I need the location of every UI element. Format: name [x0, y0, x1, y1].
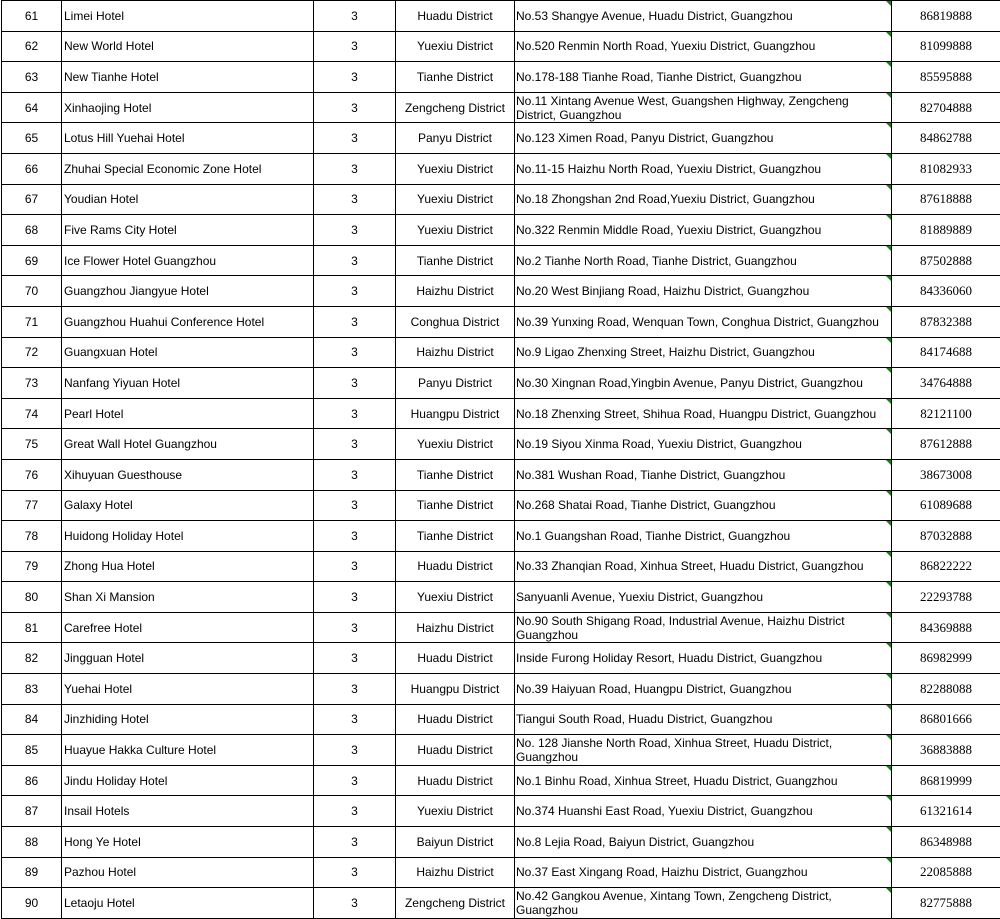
- district-cell: Huangpu District: [396, 398, 515, 429]
- table-row: [2, 153, 1000, 184]
- hotel-name-cell: Shan Xi Mansion: [62, 582, 314, 613]
- star-rating-cell: 3: [314, 582, 396, 613]
- star-rating-cell: 3: [314, 643, 396, 674]
- district-cell: Yuexiu District: [396, 153, 515, 184]
- row-number-cell: 62: [2, 31, 62, 62]
- star-rating-cell: 3: [314, 551, 396, 582]
- row-number-cell: 79: [2, 551, 62, 582]
- phone-number-cell: 82288088: [892, 674, 1000, 705]
- row-number-cell: 90: [2, 888, 62, 919]
- row-number-cell: 81: [2, 612, 62, 643]
- row-number-cell: 65: [2, 123, 62, 154]
- hotel-name-cell: Jindu Holiday Hotel: [62, 765, 314, 796]
- table-row: [2, 337, 1000, 368]
- row-number-cell: 86: [2, 765, 62, 796]
- address-cell: No.268 Shatai Road, Tianhe District, Guangzhou: [515, 490, 892, 521]
- hotel-table: [1, 0, 1000, 919]
- hotel-name-cell: Guangzhou Jiangyue Hotel: [62, 276, 314, 307]
- star-rating-cell: 3: [314, 612, 396, 643]
- table-row: [2, 459, 1000, 490]
- address-cell: No.381 Wushan Road, Tianhe District, Guangzhou: [515, 459, 892, 490]
- row-number-cell: 69: [2, 245, 62, 276]
- phone-number-cell: 84862788: [892, 123, 1000, 154]
- phone-number-cell: 87832388: [892, 306, 1000, 337]
- table-row: [2, 215, 1000, 246]
- district-cell: Haizhu District: [396, 276, 515, 307]
- district-cell: Huadu District: [396, 643, 515, 674]
- address-cell: No.37 East Xingang Road, Haizhu District, Guangzhou: [515, 857, 892, 888]
- star-rating-cell: 3: [314, 674, 396, 705]
- address-cell: No.11 Xintang Avenue West, Guangshen Highway, Zengcheng District, Guangzhou: [515, 92, 892, 123]
- hotel-name-cell: Nanfang Yiyuan Hotel: [62, 368, 314, 399]
- district-cell: Huadu District: [396, 735, 515, 766]
- hotel-name-cell: Pazhou Hotel: [62, 857, 314, 888]
- hotel-name-cell: Youdian Hotel: [62, 184, 314, 215]
- table-row: [2, 184, 1000, 215]
- table-row: [2, 674, 1000, 705]
- address-cell: No.1 Binhu Road, Xinhua Street, Huadu District, Guangzhou: [515, 765, 892, 796]
- hotel-name-cell: Guangxuan Hotel: [62, 337, 314, 368]
- row-number-cell: 82: [2, 643, 62, 674]
- row-number-cell: 68: [2, 215, 62, 246]
- star-rating-cell: 3: [314, 31, 396, 62]
- table-row: [2, 368, 1000, 399]
- star-rating-cell: 3: [314, 765, 396, 796]
- hotel-name-cell: Insail Hotels: [62, 796, 314, 827]
- address-cell: No.123 Ximen Road, Panyu District, Guangzhou: [515, 123, 892, 154]
- hotel-name-cell: Yuehai Hotel: [62, 674, 314, 705]
- address-cell: Sanyuanli Avenue, Yuexiu District, Guangzhou: [515, 582, 892, 613]
- hotel-name-cell: Pearl Hotel: [62, 398, 314, 429]
- district-cell: Yuexiu District: [396, 796, 515, 827]
- row-number-cell: 66: [2, 153, 62, 184]
- row-number-cell: 87: [2, 796, 62, 827]
- star-rating-cell: 3: [314, 398, 396, 429]
- row-number-cell: 63: [2, 62, 62, 93]
- district-cell: Tianhe District: [396, 490, 515, 521]
- address-cell: No.30 Xingnan Road,Yingbin Avenue, Panyu District, Guangzhou: [515, 368, 892, 399]
- row-number-cell: 84: [2, 704, 62, 735]
- hotel-table-body: [2, 1, 1000, 919]
- district-cell: Tianhe District: [396, 459, 515, 490]
- row-number-cell: 88: [2, 827, 62, 858]
- table-row: [2, 429, 1000, 460]
- star-rating-cell: 3: [314, 735, 396, 766]
- star-rating-cell: 3: [314, 827, 396, 858]
- district-cell: Conghua District: [396, 306, 515, 337]
- phone-number-cell: 87032888: [892, 521, 1000, 552]
- table-row: [2, 1, 1000, 32]
- phone-number-cell: 85595888: [892, 62, 1000, 93]
- hotel-name-cell: Carefree Hotel: [62, 612, 314, 643]
- district-cell: Tianhe District: [396, 521, 515, 552]
- address-cell: No. 128 Jianshe North Road, Xinhua Street, Huadu District, Guangzhou: [515, 735, 892, 766]
- table-row: [2, 888, 1000, 919]
- star-rating-cell: 3: [314, 276, 396, 307]
- hotel-name-cell: Huayue Hakka Culture Hotel: [62, 735, 314, 766]
- hotel-name-cell: Guangzhou Huahui Conference Hotel: [62, 306, 314, 337]
- district-cell: Yuexiu District: [396, 582, 515, 613]
- star-rating-cell: 3: [314, 704, 396, 735]
- star-rating-cell: 3: [314, 521, 396, 552]
- address-cell: No.11-15 Haizhu North Road, Yuexiu District, Guangzhou: [515, 153, 892, 184]
- phone-number-cell: 81889889: [892, 215, 1000, 246]
- hotel-name-cell: Zhong Hua Hotel: [62, 551, 314, 582]
- table-row: [2, 796, 1000, 827]
- address-cell: No.2 Tianhe North Road, Tianhe District, Guangzhou: [515, 245, 892, 276]
- hotel-name-cell: Zhuhai Special Economic Zone Hotel: [62, 153, 314, 184]
- hotel-name-cell: Limei Hotel: [62, 1, 314, 32]
- address-cell: No.20 West Binjiang Road, Haizhu District, Guangzhou: [515, 276, 892, 307]
- address-cell: Tiangui South Road, Huadu District, Guangzhou: [515, 704, 892, 735]
- hotel-name-cell: Letaoju Hotel: [62, 888, 314, 919]
- district-cell: Yuexiu District: [396, 429, 515, 460]
- star-rating-cell: 3: [314, 62, 396, 93]
- row-number-cell: 85: [2, 735, 62, 766]
- district-cell: Haizhu District: [396, 337, 515, 368]
- table-row: [2, 704, 1000, 735]
- star-rating-cell: 3: [314, 1, 396, 32]
- row-number-cell: 89: [2, 857, 62, 888]
- district-cell: Huangpu District: [396, 674, 515, 705]
- phone-number-cell: 86822222: [892, 551, 1000, 582]
- hotel-name-cell: Lotus Hill Yuehai Hotel: [62, 123, 314, 154]
- table-row: [2, 306, 1000, 337]
- hotel-name-cell: Jinzhiding Hotel: [62, 704, 314, 735]
- star-rating-cell: 3: [314, 306, 396, 337]
- star-rating-cell: 3: [314, 215, 396, 246]
- star-rating-cell: 3: [314, 92, 396, 123]
- address-cell: No.18 Zhenxing Street, Shihua Road, Huangpu District, Guangzhou: [515, 398, 892, 429]
- address-cell: No.42 Gangkou Avenue, Xintang Town, Zengcheng District, Guangzhou: [515, 888, 892, 919]
- district-cell: Yuexiu District: [396, 184, 515, 215]
- star-rating-cell: 3: [314, 490, 396, 521]
- address-cell: No.90 South Shigang Road, Industrial Avenue, Haizhu District Guangzhou: [515, 612, 892, 643]
- address-cell: No.178-188 Tianhe Road, Tianhe District, Guangzhou: [515, 62, 892, 93]
- table-row: [2, 92, 1000, 123]
- table-row: [2, 123, 1000, 154]
- hotel-name-cell: Jingguan Hotel: [62, 643, 314, 674]
- star-rating-cell: 3: [314, 796, 396, 827]
- address-cell: No.33 Zhanqian Road, Xinhua Street, Huadu District, Guangzhou: [515, 551, 892, 582]
- star-rating-cell: 3: [314, 184, 396, 215]
- phone-number-cell: 82775888: [892, 888, 1000, 919]
- hotel-name-cell: Hong Ye Hotel: [62, 827, 314, 858]
- district-cell: Tianhe District: [396, 62, 515, 93]
- address-cell: No.39 Haiyuan Road, Huangpu District, Guangzhou: [515, 674, 892, 705]
- table-row: [2, 735, 1000, 766]
- hotel-name-cell: New World Hotel: [62, 31, 314, 62]
- phone-number-cell: 86982999: [892, 643, 1000, 674]
- phone-number-cell: 84336060: [892, 276, 1000, 307]
- row-number-cell: 75: [2, 429, 62, 460]
- table-row: [2, 398, 1000, 429]
- phone-number-cell: 87502888: [892, 245, 1000, 276]
- table-row: [2, 612, 1000, 643]
- row-number-cell: 76: [2, 459, 62, 490]
- district-cell: Huadu District: [396, 765, 515, 796]
- table-row: [2, 643, 1000, 674]
- district-cell: Panyu District: [396, 123, 515, 154]
- phone-number-cell: 61321614: [892, 796, 1000, 827]
- phone-number-cell: 81082933: [892, 153, 1000, 184]
- address-cell: No.520 Renmin North Road, Yuexiu District, Guangzhou: [515, 31, 892, 62]
- row-number-cell: 71: [2, 306, 62, 337]
- hotel-name-cell: Xihuyuan Guesthouse: [62, 459, 314, 490]
- phone-number-cell: 34764888: [892, 368, 1000, 399]
- phone-number-cell: 86819888: [892, 1, 1000, 32]
- address-cell: No.8 Lejia Road, Baiyun District, Guangzhou: [515, 827, 892, 858]
- table-row: [2, 490, 1000, 521]
- phone-number-cell: 86819999: [892, 765, 1000, 796]
- table-row: [2, 31, 1000, 62]
- row-number-cell: 74: [2, 398, 62, 429]
- table-row: [2, 765, 1000, 796]
- phone-number-cell: 84369888: [892, 612, 1000, 643]
- hotel-name-cell: Great Wall Hotel Guangzhou: [62, 429, 314, 460]
- row-number-cell: 72: [2, 337, 62, 368]
- district-cell: Huadu District: [396, 704, 515, 735]
- row-number-cell: 83: [2, 674, 62, 705]
- phone-number-cell: 87618888: [892, 184, 1000, 215]
- district-cell: Haizhu District: [396, 612, 515, 643]
- hotel-name-cell: Five Rams City Hotel: [62, 215, 314, 246]
- row-number-cell: 80: [2, 582, 62, 613]
- phone-number-cell: 36883888: [892, 735, 1000, 766]
- phone-number-cell: 82121100: [892, 398, 1000, 429]
- district-cell: Zengcheng District: [396, 888, 515, 919]
- table-row: [2, 827, 1000, 858]
- phone-number-cell: 82704888: [892, 92, 1000, 123]
- table-row: [2, 245, 1000, 276]
- district-cell: Panyu District: [396, 368, 515, 399]
- table-row: [2, 62, 1000, 93]
- phone-number-cell: 22293788: [892, 582, 1000, 613]
- row-number-cell: 78: [2, 521, 62, 552]
- star-rating-cell: 3: [314, 368, 396, 399]
- address-cell: No.374 Huanshi East Road, Yuexiu District, Guangzhou: [515, 796, 892, 827]
- address-cell: Inside Furong Holiday Resort, Huadu District, Guangzhou: [515, 643, 892, 674]
- hotel-name-cell: Xinhaojing Hotel: [62, 92, 314, 123]
- table-row: [2, 521, 1000, 552]
- phone-number-cell: 22085888: [892, 857, 1000, 888]
- table-row: [2, 276, 1000, 307]
- address-cell: No.1 Guangshan Road, Tianhe District, Guangzhou: [515, 521, 892, 552]
- star-rating-cell: 3: [314, 888, 396, 919]
- table-row: [2, 551, 1000, 582]
- row-number-cell: 64: [2, 92, 62, 123]
- district-cell: Baiyun District: [396, 827, 515, 858]
- address-cell: No.322 Renmin Middle Road, Yuexiu District, Guangzhou: [515, 215, 892, 246]
- table-row: [2, 582, 1000, 613]
- hotel-name-cell: Ice Flower Hotel Guangzhou: [62, 245, 314, 276]
- star-rating-cell: 3: [314, 429, 396, 460]
- phone-number-cell: 87612888: [892, 429, 1000, 460]
- phone-number-cell: 86801666: [892, 704, 1000, 735]
- row-number-cell: 70: [2, 276, 62, 307]
- address-cell: No.19 Siyou Xinma Road, Yuexiu District, Guangzhou: [515, 429, 892, 460]
- district-cell: Huadu District: [396, 1, 515, 32]
- star-rating-cell: 3: [314, 123, 396, 154]
- row-number-cell: 61: [2, 1, 62, 32]
- phone-number-cell: 86348988: [892, 827, 1000, 858]
- star-rating-cell: 3: [314, 337, 396, 368]
- phone-number-cell: 61089688: [892, 490, 1000, 521]
- district-cell: Yuexiu District: [396, 215, 515, 246]
- address-cell: No.39 Yunxing Road, Wenquan Town, Conghua District, Guangzhou: [515, 306, 892, 337]
- phone-number-cell: 38673008: [892, 459, 1000, 490]
- phone-number-cell: 81099888: [892, 31, 1000, 62]
- district-cell: Huadu District: [396, 551, 515, 582]
- hotel-name-cell: Huidong Holiday Hotel: [62, 521, 314, 552]
- row-number-cell: 67: [2, 184, 62, 215]
- address-cell: No.53 Shangye Avenue, Huadu District, Guangzhou: [515, 1, 892, 32]
- district-cell: Haizhu District: [396, 857, 515, 888]
- district-cell: Tianhe District: [396, 245, 515, 276]
- table-row: [2, 857, 1000, 888]
- row-number-cell: 73: [2, 368, 62, 399]
- hotel-name-cell: Galaxy Hotel: [62, 490, 314, 521]
- hotel-name-cell: New Tianhe Hotel: [62, 62, 314, 93]
- star-rating-cell: 3: [314, 857, 396, 888]
- district-cell: Yuexiu District: [396, 31, 515, 62]
- address-cell: No.18 Zhongshan 2nd Road,Yuexiu District, Guangzhou: [515, 184, 892, 215]
- star-rating-cell: 3: [314, 459, 396, 490]
- star-rating-cell: 3: [314, 153, 396, 184]
- row-number-cell: 77: [2, 490, 62, 521]
- phone-number-cell: 84174688: [892, 337, 1000, 368]
- district-cell: Zengcheng District: [396, 92, 515, 123]
- star-rating-cell: 3: [314, 245, 396, 276]
- address-cell: No.9 Ligao Zhenxing Street, Haizhu District, Guangzhou: [515, 337, 892, 368]
